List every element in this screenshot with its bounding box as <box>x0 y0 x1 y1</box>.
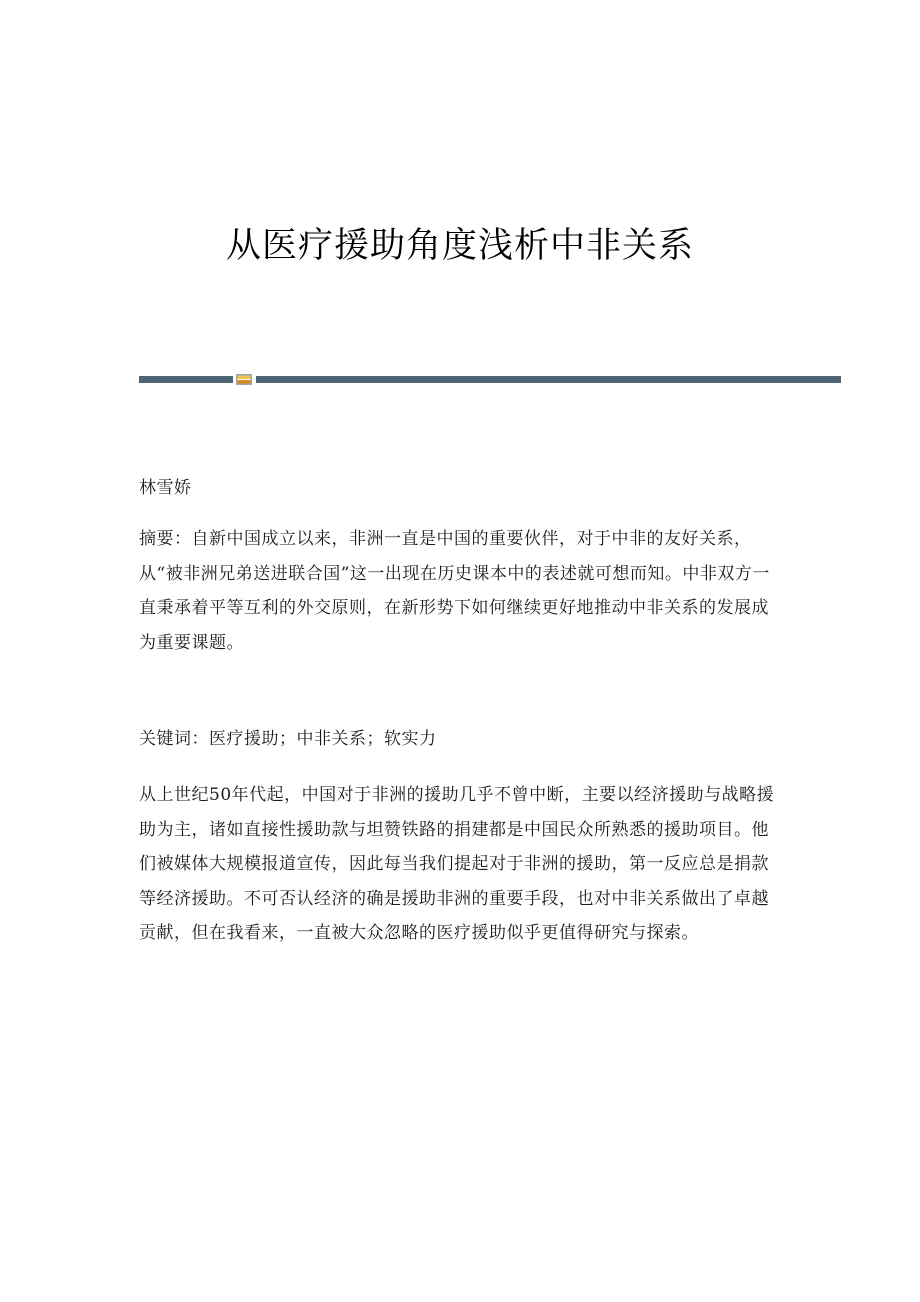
body-paragraph: 从上世纪50年代起，中国对于非洲的援助几乎不曾中断，主要以经济援助与战略援助为主，诸如直接性援助款与坦赞铁路的捐建都是中国民众所熟悉的援助项目。他们被媒体大规模报道宣传，因此每当我们提起对于非洲的援助，第一反应总是捐款等经济援助。不可否认经济的确是援助非洲的重要手段，也对中非关系做出了卓越贡献，但在我看来，一直被大众忽略的医疗援助似乎更值得研究与探索。 <box>139 785 775 943</box>
document-title: 从医疗援助角度浅析中非关系 <box>225 226 694 266</box>
divider-emblem-icon <box>236 374 252 385</box>
abstract-paragraph: 摘要：自新中国成立以来，非洲一直是中国的重要伙伴，对于中非的友好关系，从“被非洲兄弟送进联合国”这一出现在历史课本中的表述就可想而知。中非双方一直秉承着平等互利的外交原则，在新形势下如何继续更好地推动中非关系的发展成为重要课题。 <box>139 529 770 653</box>
divider-bar-left <box>139 376 233 383</box>
decorative-divider <box>139 374 841 384</box>
keywords-line: 关键词：医疗援助；中非关系；软实力 <box>139 729 437 749</box>
author-name: 林雪娇 <box>139 478 192 498</box>
divider-bar-right <box>256 376 841 383</box>
